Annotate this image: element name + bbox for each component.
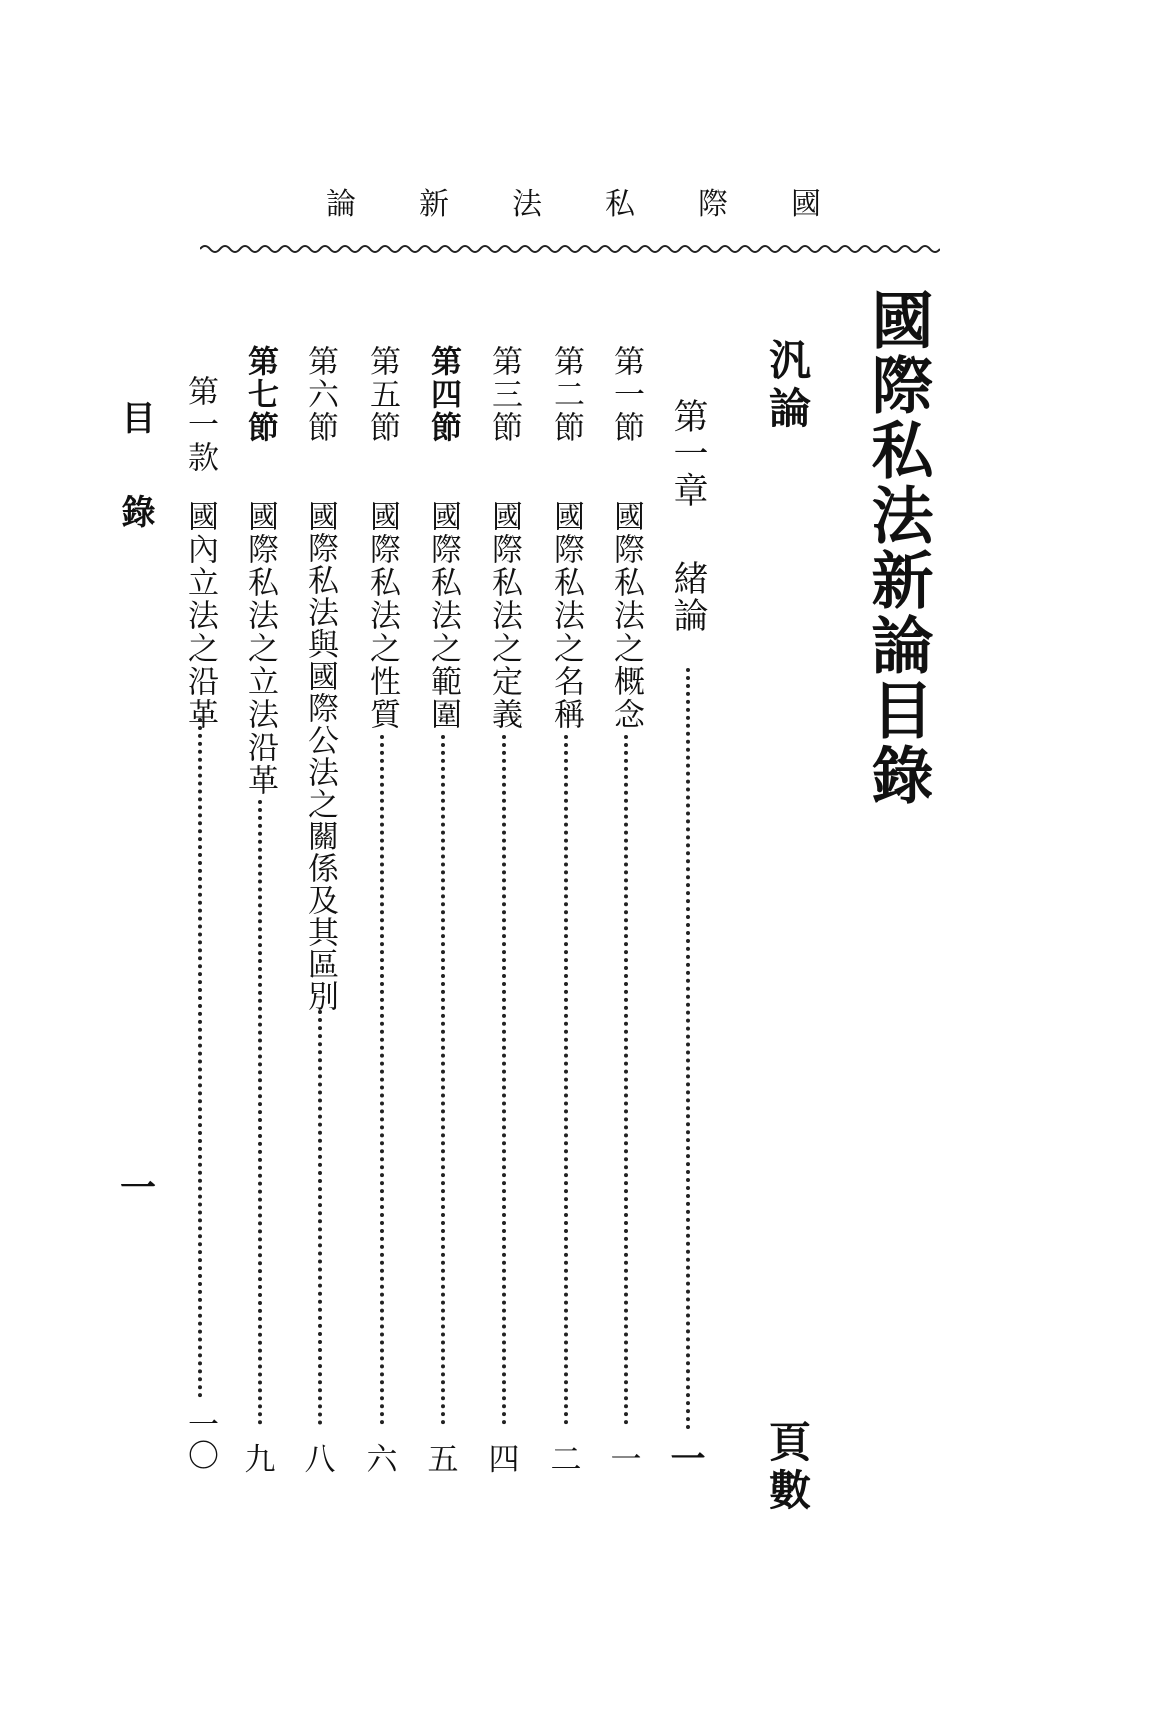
running-header-char: 國 (791, 187, 821, 222)
running-header-char: 際 (698, 187, 728, 222)
entry-label: 第三節 (486, 345, 522, 444)
entry-label: 第六節 (302, 345, 338, 444)
footer-section-label: 目錄 (115, 400, 155, 588)
entry-label: 第一節 (608, 345, 644, 444)
entry-label: 第二節 (548, 345, 584, 444)
entry-page: 八 (304, 1442, 336, 1478)
leader-dots (564, 735, 568, 1425)
entry-page: 五 (427, 1442, 459, 1478)
entry-page: 一 (610, 1442, 642, 1478)
entry-title: 國內立法之沿革 (182, 500, 218, 731)
entry-title: 國際私法與國際公法之關係及其區別 (302, 500, 338, 1012)
page-number-heading: 頁數 (763, 1420, 812, 1516)
part-label: 汎論 (763, 338, 812, 434)
entry-page: 四 (488, 1442, 520, 1478)
entry-title: 國際私法之概念 (608, 500, 644, 731)
leader-dots (380, 735, 384, 1425)
leader-dots (686, 668, 690, 1430)
entry-title: 緒論 (668, 560, 708, 634)
entry-page: 六 (366, 1442, 398, 1478)
leader-dots (318, 1010, 322, 1425)
entry-title: 國際私法之範圍 (425, 500, 461, 731)
entry-label: 第五節 (364, 345, 400, 444)
entry-page: 二 (550, 1442, 582, 1478)
leader-dots (441, 735, 445, 1425)
entry-title: 國際私法之性質 (364, 500, 400, 731)
entry-page: 九 (244, 1442, 276, 1478)
running-header-char: 論 (326, 187, 356, 222)
entry-label: 第四節 (425, 345, 461, 444)
running-header-char: 私 (605, 187, 635, 222)
entry-title: 國際私法之名稱 (548, 500, 584, 731)
leader-dots (258, 800, 262, 1425)
running-header-char: 新 (419, 187, 449, 222)
leader-dots (502, 735, 506, 1425)
running-header-char: 法 (512, 187, 542, 222)
page-title: 國際私法新論目錄 (861, 288, 934, 808)
leader-dots (624, 735, 628, 1425)
entry-title: 國際私法之定義 (486, 500, 522, 731)
entry-label: 第七節 (242, 345, 278, 444)
leader-dots (198, 718, 202, 1398)
wavy-rule (200, 242, 940, 256)
folio-page-number: 一 (119, 1167, 156, 1209)
entry-title: 國際私法之立法沿革 (242, 500, 278, 797)
entry-page: 一 (670, 1439, 706, 1480)
running-header (0, 185, 1176, 225)
entry-page: 一〇 (182, 1408, 218, 1470)
entry-label: 第一章 (668, 398, 708, 509)
entry-label: 第一款 (182, 375, 218, 474)
